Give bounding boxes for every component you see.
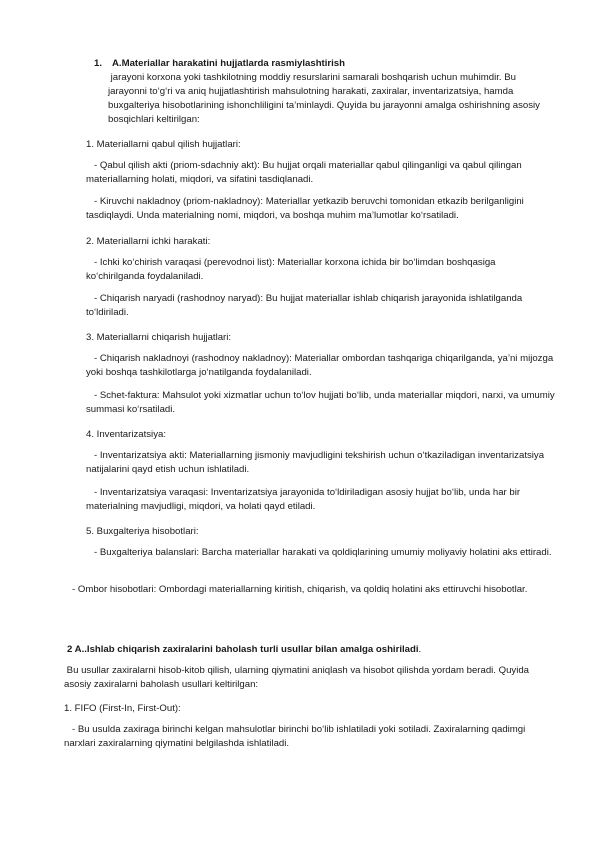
item-2-entry-2: - Chiqarish naryadi (rashodnoy naryad): Bu hujjat materiallar ishlab chiqarish jarayonida ishlatilganda to‘ldiriladi.: [86, 293, 523, 318]
section-2-title-period: .: [418, 644, 422, 655]
item-5-heading: 5. Buxgalteriya hisobotlari:: [86, 526, 199, 537]
item-1-heading: 1. Materiallarni qabul qilish hujjatlari:: [86, 139, 241, 150]
item-1-entry-2: - Kiruvchi nakladnoy (priom-nakladnoy): Materiallar yetkazib beruvchi tomonidan etkazib berilganligini tasdiqlaydi. Unda materialning nomi, miqdori, va boshqa muhim ma’lumotlar ko‘rsatiladi.: [86, 196, 524, 221]
section-1-number: 1.: [94, 58, 103, 69]
section-2-title: [67, 643, 547, 657]
section-1-title-text: A.Materiallar harakatini hujjatlarda rasmiylashtirish: [112, 58, 346, 69]
item-3-entry-1: - Chiqarish nakladnoyi (rashodnoy nakladnoy): Materiallar ombordan tashqariga chiqarilganda, ya’ni mijozga yoki boshqa tashkilotlarga jo‘natilganda foydalaniladi.: [86, 353, 554, 378]
section-2-item-text: - Bu usulda zaxiraga birinchi kelgan mahsulotlar birinchi bo‘lib ishlatiladi yoki sotiladi. Zaxiralarning qadimgi narxlari zaxiralarning qiymatini belgilashda ishlatiladi.: [64, 724, 526, 749]
section-2-title-text: 2 A..Ishlab chiqarish zaxiralarini baholash turli usullar bilan amalga oshiriladi: [67, 644, 419, 655]
item-3-heading: 3. Materiallarni chiqarish hujjatlari:: [86, 332, 232, 343]
item-2-entry-1: - Ichki ko‘chirish varaqasi (perevodnoi list): Materiallar korxona ichida bir bo‘limdan boshqasiga ko‘chirilganda foydalaniladi.: [86, 257, 496, 282]
item-1-entry-1: - Qabul qilish akti (priom-sdachniy akt): Bu hujjat orqali materiallar qabul qilinganligi va qabul qilingan materiallarning holati, miqdori, va sifatini tasdiqlanadi.: [86, 160, 522, 185]
item-4-entry-1: - Inventarizatsiya akti: Materiallarning jismoniy mavjudligini tekshirish uchun o‘tkaziladigan inventarizatsiya natijalarini qayd etish uchun ishlatiladi.: [86, 450, 545, 475]
item-5-entry-1: - Buxgalteriya balanslari: Barcha materiallar harakati va qoldiqlarining umumiy moliyaviy holatini aks ettiradi.: [94, 547, 552, 558]
section-1-trailing-entry: - Ombor hisobotlari: Ombordagi materiallarning kiritish, chiqarish, va qoldiq holatini aks ettiruvchi hisobotlar.: [72, 584, 528, 595]
section-2-intro: Bu usullar zaxiralarni hisob-kitob qilish, ularning qiymatini aniqlash va hisobot qilishda yordam beradi. Quyida asosiy zaxiralarni baholash usullari keltirilgan:: [64, 665, 532, 690]
section-1-title: [94, 57, 345, 71]
item-3-entry-2: - Schet-faktura: Mahsulot yoki xizmatlar uchun to‘lov hujjati bo‘lib, unda materiallar miqdori, narxi, va umumiy summasi ko‘rsatiladi.: [86, 390, 555, 415]
item-4-entry-2: - Inventarizatsiya varaqasi: Inventarizatsiya jarayonida to‘ldiriladigan asosiy hujjat bo‘lib, unda har bir materialning mavjudligi, miqdori, va holati qayd etiladi.: [86, 487, 521, 512]
item-2-heading: 2. Materiallarni ichki harakati:: [86, 236, 211, 247]
section-1-intro: jarayoni korxona yoki tashkilotning moddiy resurslarini samarali boshqarish uchun muhimdir. Bu jarayonni to‘g‘ri va aniq hujjatlashtirish mahsulotning harakati, zaxiralar, inventarizatsiya, hamda buxgalteriya hisobotlarining ishonchliligini ta’minlaydi. Quyida bu jarayonni amalga oshirishning asosiy bosqichlari keltirilgan:: [108, 72, 543, 125]
section-2-item-heading: 1. FIFO (First-In, First-Out):: [64, 703, 181, 714]
item-4-heading: 4. Inventarizatsiya:: [86, 429, 166, 440]
